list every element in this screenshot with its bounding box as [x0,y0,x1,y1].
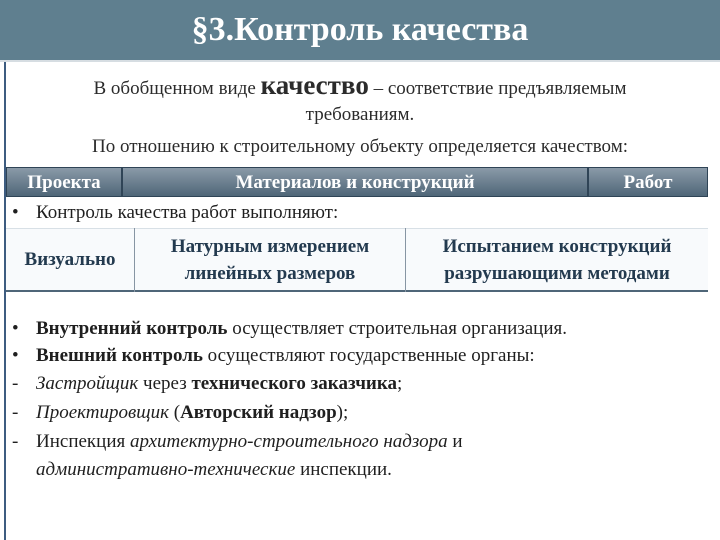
bullet-dash: - [12,431,19,452]
method-measure-line-1: Натурным измерением [170,235,370,257]
internal-control-text: осуществляет строительная организация. [227,318,568,339]
method-testing [406,228,708,292]
inspection-end: инспекции. [295,459,392,480]
inspection-text: Инспекция [36,431,130,452]
inspection-line-2 [36,459,392,481]
left-accent-line [4,62,6,540]
technical-customer-term: технического заказчика [191,373,398,394]
method-testing-line-1: Испытанием конструкций [442,235,672,257]
developer-term: Застройщик [36,373,139,394]
control-intro: Контроль качества работ выполняют: [36,202,339,223]
bullet-dash: - [12,402,19,423]
method-measure [135,228,405,292]
method-visual-label: Визуально [24,249,116,270]
method-measure-line-2: линейных размеров [184,262,356,284]
page-title: §3.Контроль качества [191,11,529,48]
authors-supervision-term: Авторский надзор [180,402,337,423]
inspection-line-1 [36,431,463,453]
method-testing-line-2: разрушающими методами [444,262,670,284]
title-underline [0,60,720,62]
method-visual [6,228,134,292]
intro-text: В обобщенном виде [93,78,261,99]
designer-line [36,402,348,424]
bullet-dot: • [12,345,19,366]
external-control-term: Внешний контроль [36,345,203,366]
bullet-dash: - [12,373,19,394]
category-materials: Материалов и конструкций [122,167,588,197]
bullet-dot: • [12,202,19,223]
intro-line-1 [8,70,712,101]
designer-end: ); [336,402,349,423]
intro-line-2: требованиям. [305,104,415,125]
administrative-inspection-term: административно-технические [36,459,296,480]
internal-control-line [36,318,567,340]
inspection-and: и [447,431,463,452]
designer-open: ( [169,402,181,423]
developer-text: через [138,373,192,394]
intro-line-3: По отношению к строительному объекту определяется качеством: [91,136,628,157]
bullet-dot: • [12,318,19,339]
quality-categories [6,167,708,197]
category-works: Работ [588,167,708,197]
designer-term: Проектировщик [36,402,169,423]
category-project: Проекта [6,167,122,197]
quality-term: качество [260,70,369,100]
internal-control-term: Внутренний контроль [36,318,228,339]
developer-end: ; [397,373,403,394]
external-control-text: осуществляют государственные органы: [202,345,535,366]
intro-text: – соответствие предъявляемым [368,78,627,99]
developer-line [36,373,402,395]
construction-supervision-term: архитектурно-строительного надзора [129,431,448,452]
external-control-line [36,345,535,367]
